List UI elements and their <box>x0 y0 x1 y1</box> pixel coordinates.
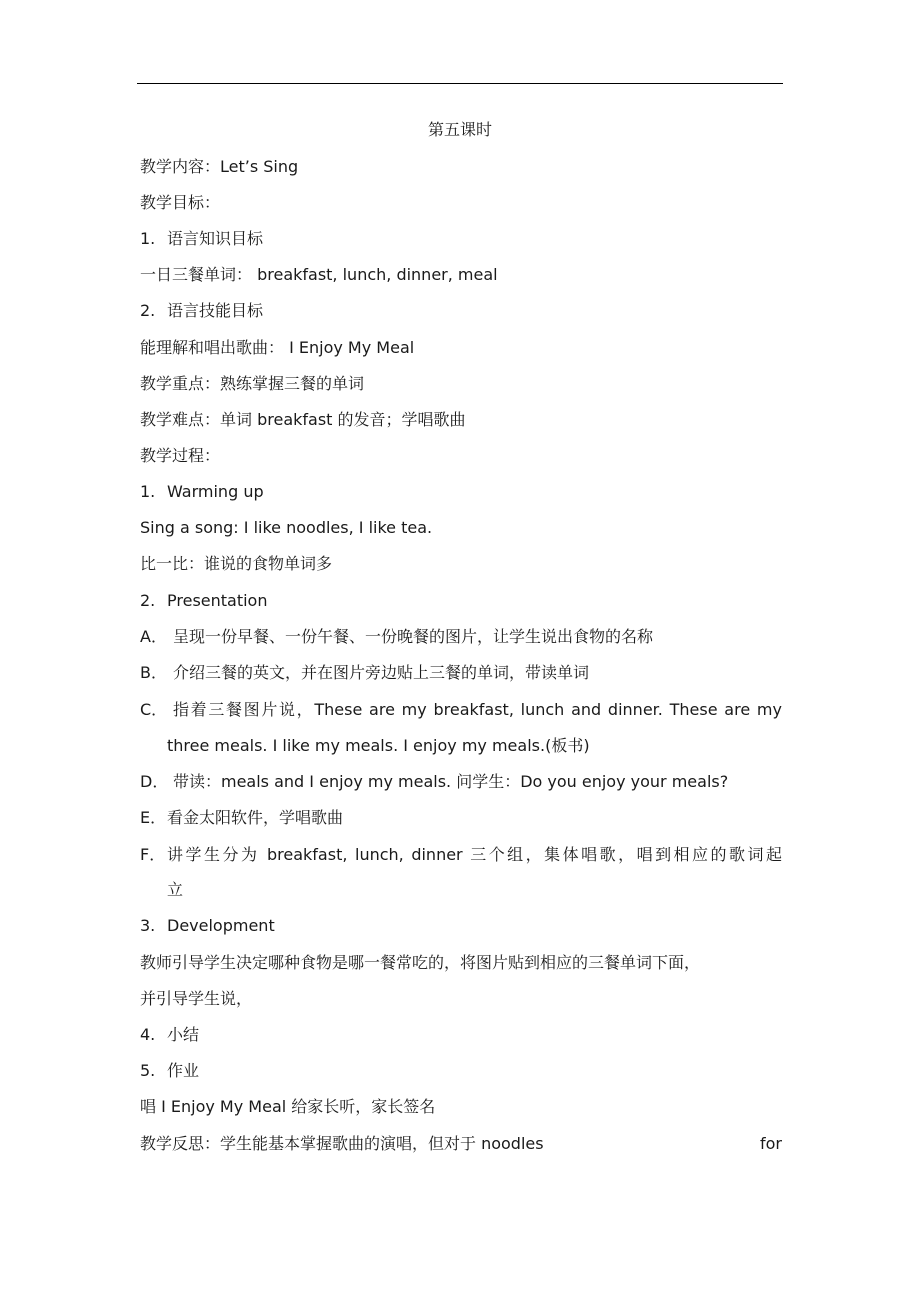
objective-1-text: 语言知识目标 <box>167 229 264 248</box>
item-f-letter: F． <box>140 845 166 864</box>
objective-1-number: 1. <box>140 229 156 248</box>
step-1-number: 1. <box>140 482 156 501</box>
step-3-line-2: 并引导学生说， <box>140 989 253 1008</box>
step-2-text: Presentation <box>167 591 268 610</box>
item-c-continued: three meals. I like my meals. I enjoy my meals.(板书) <box>167 736 590 755</box>
step-1-game: 比一比：谁说的食物单词多 <box>140 554 333 573</box>
item-c-letter: C． <box>140 700 168 719</box>
step-5 <box>140 1061 199 1081</box>
page-title: 第五课时 <box>427 120 492 139</box>
step-5-number: 5. <box>140 1061 156 1080</box>
step-4-text: 小结 <box>167 1025 200 1044</box>
objective-2-text: 语言技能目标 <box>167 301 264 320</box>
step-3-number: 3. <box>140 916 156 935</box>
difficulty: 教学难点：单词 breakfast 的发音；学唱歌曲 <box>140 410 466 429</box>
objectives-heading: 教学目标： <box>140 193 221 212</box>
item-d-letter: D． <box>140 772 169 791</box>
step-4-number: 4. <box>140 1025 156 1044</box>
objective-2 <box>140 301 263 321</box>
item-f <box>140 845 782 865</box>
step-5-text: 作业 <box>167 1061 200 1080</box>
item-e <box>140 808 343 828</box>
step-3-text: Development <box>167 916 275 935</box>
objective-2-number: 2. <box>140 301 156 320</box>
step-3 <box>140 916 275 936</box>
item-f-continued: 立 <box>167 880 184 899</box>
item-b-text: 介绍三餐的英文，并在图片旁边贴上三餐的单词，带读单词 <box>173 663 590 682</box>
reflection-end: for <box>760 1134 782 1153</box>
item-c <box>140 700 782 720</box>
item-d <box>140 772 728 792</box>
step-1-text: Warming up <box>167 482 264 501</box>
step-2 <box>140 591 267 611</box>
item-e-letter: E． <box>140 808 167 827</box>
item-e-text: 看金太阳软件，学唱歌曲 <box>167 808 344 827</box>
step-1 <box>140 482 264 502</box>
teaching-content: 教学内容：Let’s Sing <box>140 157 299 176</box>
key-point: 教学重点：熟练掌握三餐的单词 <box>140 374 365 393</box>
item-b <box>140 663 589 683</box>
item-a <box>140 627 653 647</box>
step-3-line-1: 教师引导学生决定哪种食物是哪一餐常吃的，将图片贴到相应的三餐单词下面， <box>140 953 701 972</box>
homework: 唱 I Enjoy My Meal 给家长听，家长签名 <box>140 1097 436 1116</box>
item-f-text: 讲学生分为 breakfast, lunch, dinner 三个组，集体唱歌，唱到相应的歌词起 <box>167 845 782 864</box>
process-heading: 教学过程： <box>140 446 221 465</box>
objective-1 <box>140 229 263 249</box>
item-a-text: 呈现一份早餐、一份午餐、一份晚餐的图片，让学生说出食物的名称 <box>173 627 654 646</box>
reflection-text: 教学反思：学生能基本掌握歌曲的演唱，但对于 noodles <box>140 1134 544 1153</box>
header-rule <box>137 83 783 84</box>
reflection <box>140 1134 782 1154</box>
item-d-text: 带读：meals and I enjoy my meals. 问学生：Do you enjoy your meals? <box>173 772 729 791</box>
item-a-letter: A． <box>140 627 167 646</box>
step-1-song: Sing a song: I like noodles, I like tea. <box>140 518 433 537</box>
objective-2-detail: 能理解和唱出歌曲： I Enjoy My Meal <box>140 338 415 357</box>
step-2-number: 2. <box>140 591 156 610</box>
item-c-text: 指着三餐图片说，These are my breakfast, lunch and dinner. These are my <box>173 700 782 719</box>
item-b-letter: B． <box>140 663 167 682</box>
objective-1-detail: 一日三餐单词： breakfast, lunch, dinner, meal <box>140 265 498 284</box>
step-4 <box>140 1025 199 1045</box>
